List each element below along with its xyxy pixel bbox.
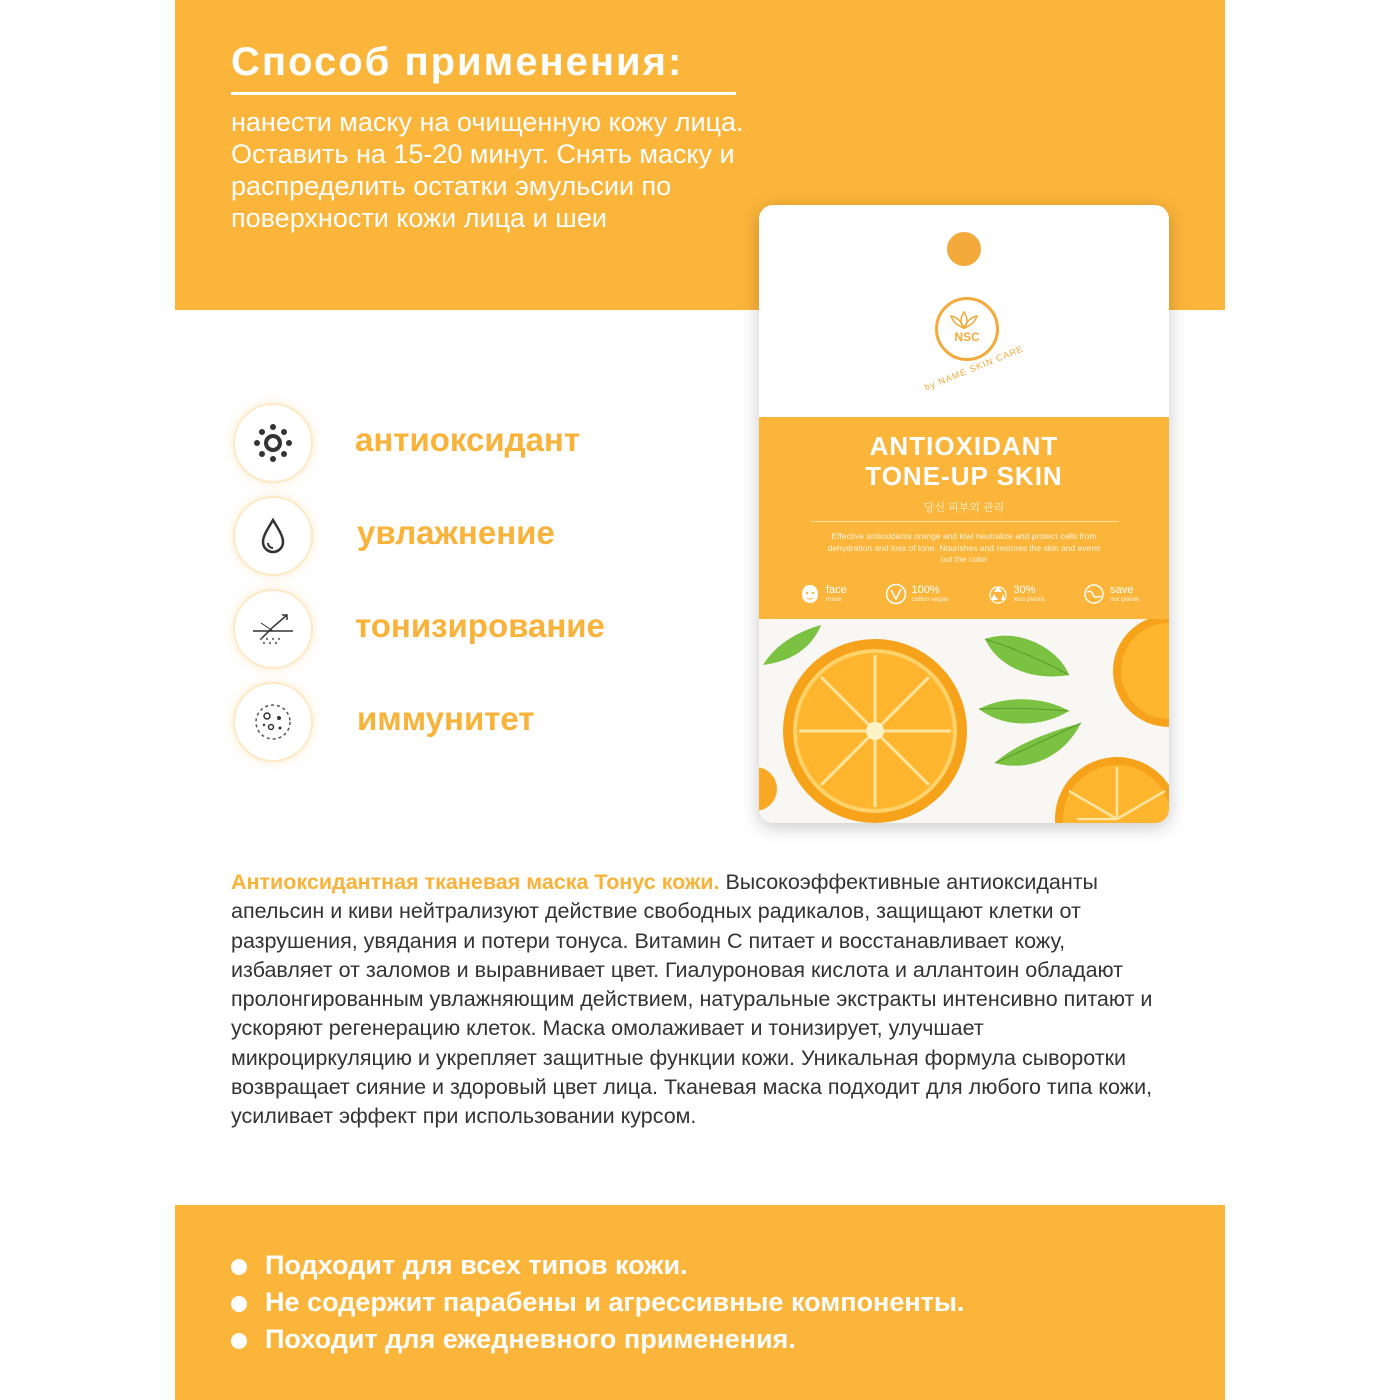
- package-korean-text: 당신 피부의 관리: [923, 502, 1005, 514]
- benefit-label: иммунитет: [357, 700, 535, 737]
- bullet-dot-icon: [231, 1333, 247, 1349]
- description-text: Высокоэффективные антиоксиданты апельсин и киви нейтрализуют действие свободных радикалов, защищают клетки от разрушения, увядания и потери тонуса. Витамин С питает и восстанавливает кожу, избавляет от заломов и выравнивает цвет. Гиалуроновая кислота и аллантоин обладают пролонгированным увлажняющим действием, натуральные экстракты интенсивно питают и ускоряют регенерацию клеток. Маска омолаживает и тонизирует, улучшает микроциркуляцию и укрепляет защитные функции кожи. Уникальная формула сыворотки возвращает сияние и здоровый цвет лица. Тканевая маска подходит для любого типа кожи, усиливает эффект при использовании курсом.: [231, 870, 1153, 1129]
- badge-top-text: 100%: [911, 584, 940, 596]
- usage-title-underline: [231, 92, 736, 95]
- orange-slice-large: [783, 639, 967, 823]
- brand-subtitle: by NAME SKIN CARE: [922, 343, 1026, 393]
- package-divider: [811, 521, 1119, 522]
- feature-list: [231, 1247, 964, 1358]
- bullet-dot-icon: [231, 1296, 247, 1312]
- planet-icon: [1083, 583, 1105, 605]
- feature-text: Не содержит парабены и агрессивные компоненты.: [265, 1287, 965, 1317]
- benefit-label: увлажнение: [357, 514, 555, 551]
- package-badges: [799, 583, 1139, 605]
- package-title: [759, 431, 1169, 491]
- badge-bottom-text: mask: [826, 596, 842, 603]
- list-item: [231, 1247, 964, 1284]
- usage-text: нанести маску на очищенную кожу лица. Оставить на 15-20 минут. Снять маску и распределить остатки эмульсии по поверхности кожи лица и шеи: [231, 107, 744, 233]
- list-item: [231, 1321, 964, 1358]
- badge-top-text: face: [826, 584, 847, 596]
- face-mask-icon: [799, 583, 821, 605]
- badge-top-text: save: [1110, 584, 1134, 596]
- package-description: Effective antioxidants orange and kiwi neutralize and protect cells from dehydration and loss of tone. Nourishes and restores the skin and evens out the color: [827, 531, 1101, 564]
- benefit-label: тонизирование: [355, 607, 605, 644]
- list-item: [231, 1284, 964, 1321]
- water-drop-icon: [233, 496, 313, 576]
- badge-save-planet: [1083, 583, 1139, 605]
- badge-bottom-text: our planet: [1110, 596, 1139, 603]
- skin-tone-arrow-icon: [233, 589, 313, 669]
- product-package-image: [759, 205, 1169, 823]
- nsc-logo: [935, 297, 999, 361]
- lotus-icon: [947, 310, 981, 330]
- product-description: [231, 868, 1161, 1132]
- bullet-dot-icon: [231, 1259, 247, 1275]
- badge-face-mask: [799, 583, 847, 605]
- feature-text: Подходит для всех типов кожи.: [265, 1250, 688, 1280]
- vegan-leaf-icon: [885, 583, 907, 605]
- badge-vegan: [885, 583, 949, 605]
- description-highlight: Антиоксидантная тканевая маска Тонус кожи.: [231, 870, 720, 894]
- hang-hole: [947, 232, 981, 266]
- immunity-cells-icon: [233, 682, 313, 762]
- orange-slices-image: [759, 619, 1169, 823]
- usage-title: Способ применения:: [231, 40, 684, 84]
- benefit-item-antioxidant: [233, 403, 683, 483]
- product-page: [175, 0, 1225, 1400]
- badge-bottom-text: cotton vegan: [911, 596, 949, 603]
- benefit-item-hydration: [233, 496, 683, 576]
- badge-less-plastic: [987, 583, 1046, 605]
- logo-text: NSC: [954, 330, 980, 344]
- sun-cell-icon: [233, 403, 313, 483]
- benefit-item-toning: [233, 589, 683, 669]
- package-label-band: [759, 417, 1169, 619]
- package-title-line2: TONE-UP SKIN: [865, 461, 1063, 491]
- recycle-icon: [987, 583, 1009, 605]
- benefit-item-immunity: [233, 682, 683, 762]
- badge-bottom-text: less plastic: [1013, 596, 1046, 603]
- badge-top-text: 30%: [1013, 584, 1036, 596]
- package-title-line1: ANTIOXIDANT: [869, 431, 1059, 461]
- benefit-label: антиоксидант: [355, 421, 581, 458]
- features-band: [175, 1205, 1225, 1400]
- feature-text: Походит для ежедневного применения.: [265, 1324, 796, 1354]
